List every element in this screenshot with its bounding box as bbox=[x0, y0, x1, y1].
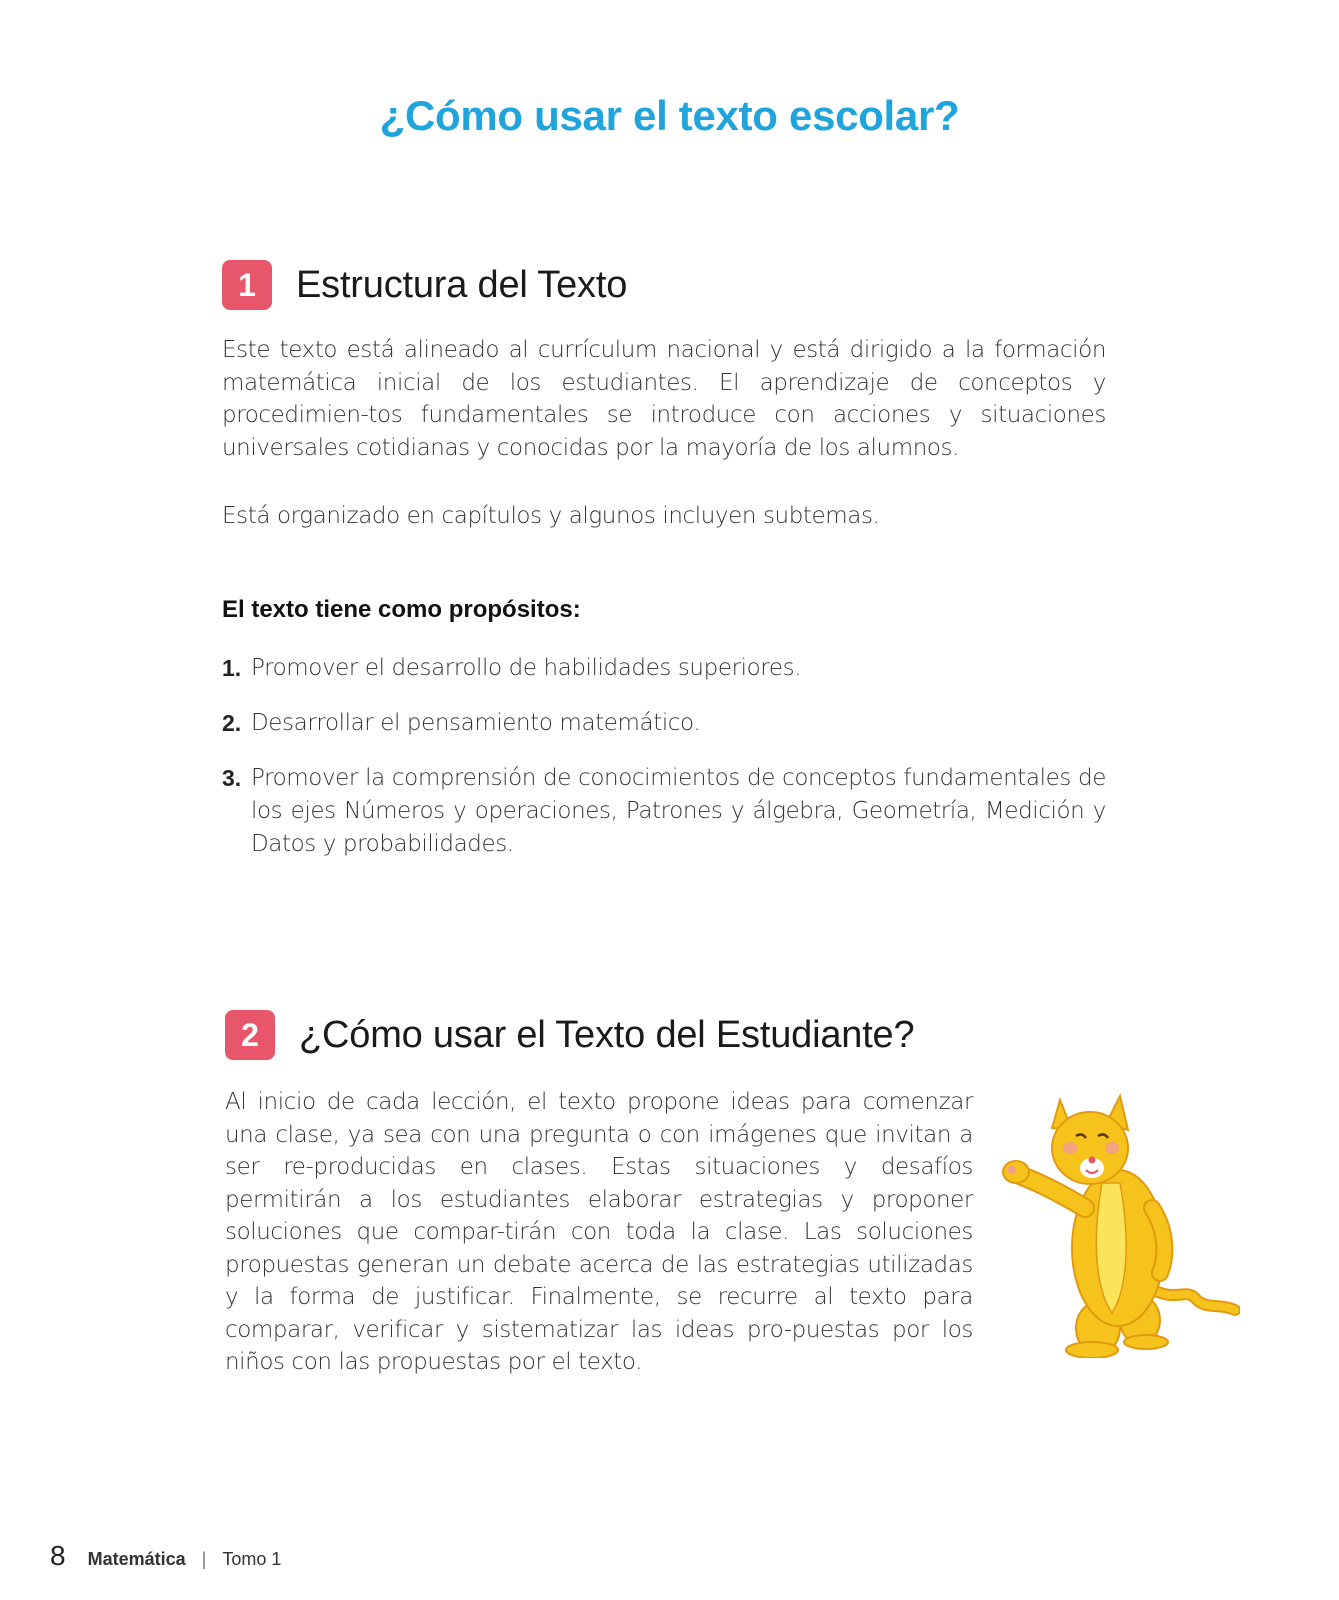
section-2-header bbox=[225, 1010, 914, 1060]
purposes-heading: El texto tiene como propósitos: bbox=[222, 596, 581, 623]
section-2-title: ¿Cómo usar el Texto del Estudiante? bbox=[299, 1013, 915, 1056]
list-item bbox=[222, 652, 1106, 685]
cartoon-cat-mascot-icon bbox=[1000, 1088, 1240, 1358]
section-1-paragraph-1: Este texto está alineado al currículum nacional y está dirigido a la formación matemática inicial de los estudiantes. El aprendizaje de conceptos y procedimien-tos fundamentales se introduce con acciones y situaciones universales cotidianas y conocidas por la mayoría de los alumnos. bbox=[222, 337, 1106, 461]
purposes-list bbox=[222, 652, 1106, 883]
section-1-title: Estructura del Texto bbox=[296, 263, 628, 306]
section-1-header bbox=[222, 260, 627, 310]
list-number: 3. bbox=[222, 765, 242, 791]
section-2-paragraph: Al inicio de cada lección, el texto propone ideas para comenzar una clase, ya sea con una pregunta o con imágenes que invitan a ser re-producidas en clases. Estas situaciones y desafíos permitirán a los estudiantes elaborar estrategias y proponer soluciones que compar-tirán con toda la clase. Las soluciones propuestas generan un debate acerca de las estrategias utilizadas y la forma de justificar. Finalmente, se recurre al texto para comparar, verificar y sistematizar las ideas pro-puestas por los niños con las propuestas por el texto. bbox=[225, 1089, 973, 1375]
footer-separator: | bbox=[201, 1549, 207, 1569]
list-number: 2. bbox=[222, 710, 242, 736]
page-footer bbox=[50, 1540, 281, 1572]
volume-label: Tomo 1 bbox=[222, 1549, 282, 1569]
list-text: Promover el desarrollo de habilidades superiores. bbox=[251, 655, 802, 681]
list-text: Promover la comprensión de conocimientos de conceptos fundamentales de los ejes Números y operaciones, Patrones y álgebra, Geometría, Medición y Datos y probabilidades. bbox=[251, 765, 1106, 857]
list-item bbox=[222, 762, 1106, 861]
list-text: Desarrollar el pensamiento matemático. bbox=[251, 710, 701, 736]
section-1-paragraph-2: Está organizado en capítulos y algunos incluyen subtemas. bbox=[222, 503, 880, 529]
section-1-badge: 1 bbox=[222, 260, 272, 310]
book-title: Matemática bbox=[87, 1549, 186, 1569]
list-item bbox=[222, 707, 1106, 740]
page-number: 8 bbox=[50, 1540, 66, 1571]
list-number: 1. bbox=[222, 655, 242, 681]
page-title: ¿Cómo usar el texto escolar? bbox=[379, 92, 960, 139]
section-2-badge: 2 bbox=[225, 1010, 275, 1060]
